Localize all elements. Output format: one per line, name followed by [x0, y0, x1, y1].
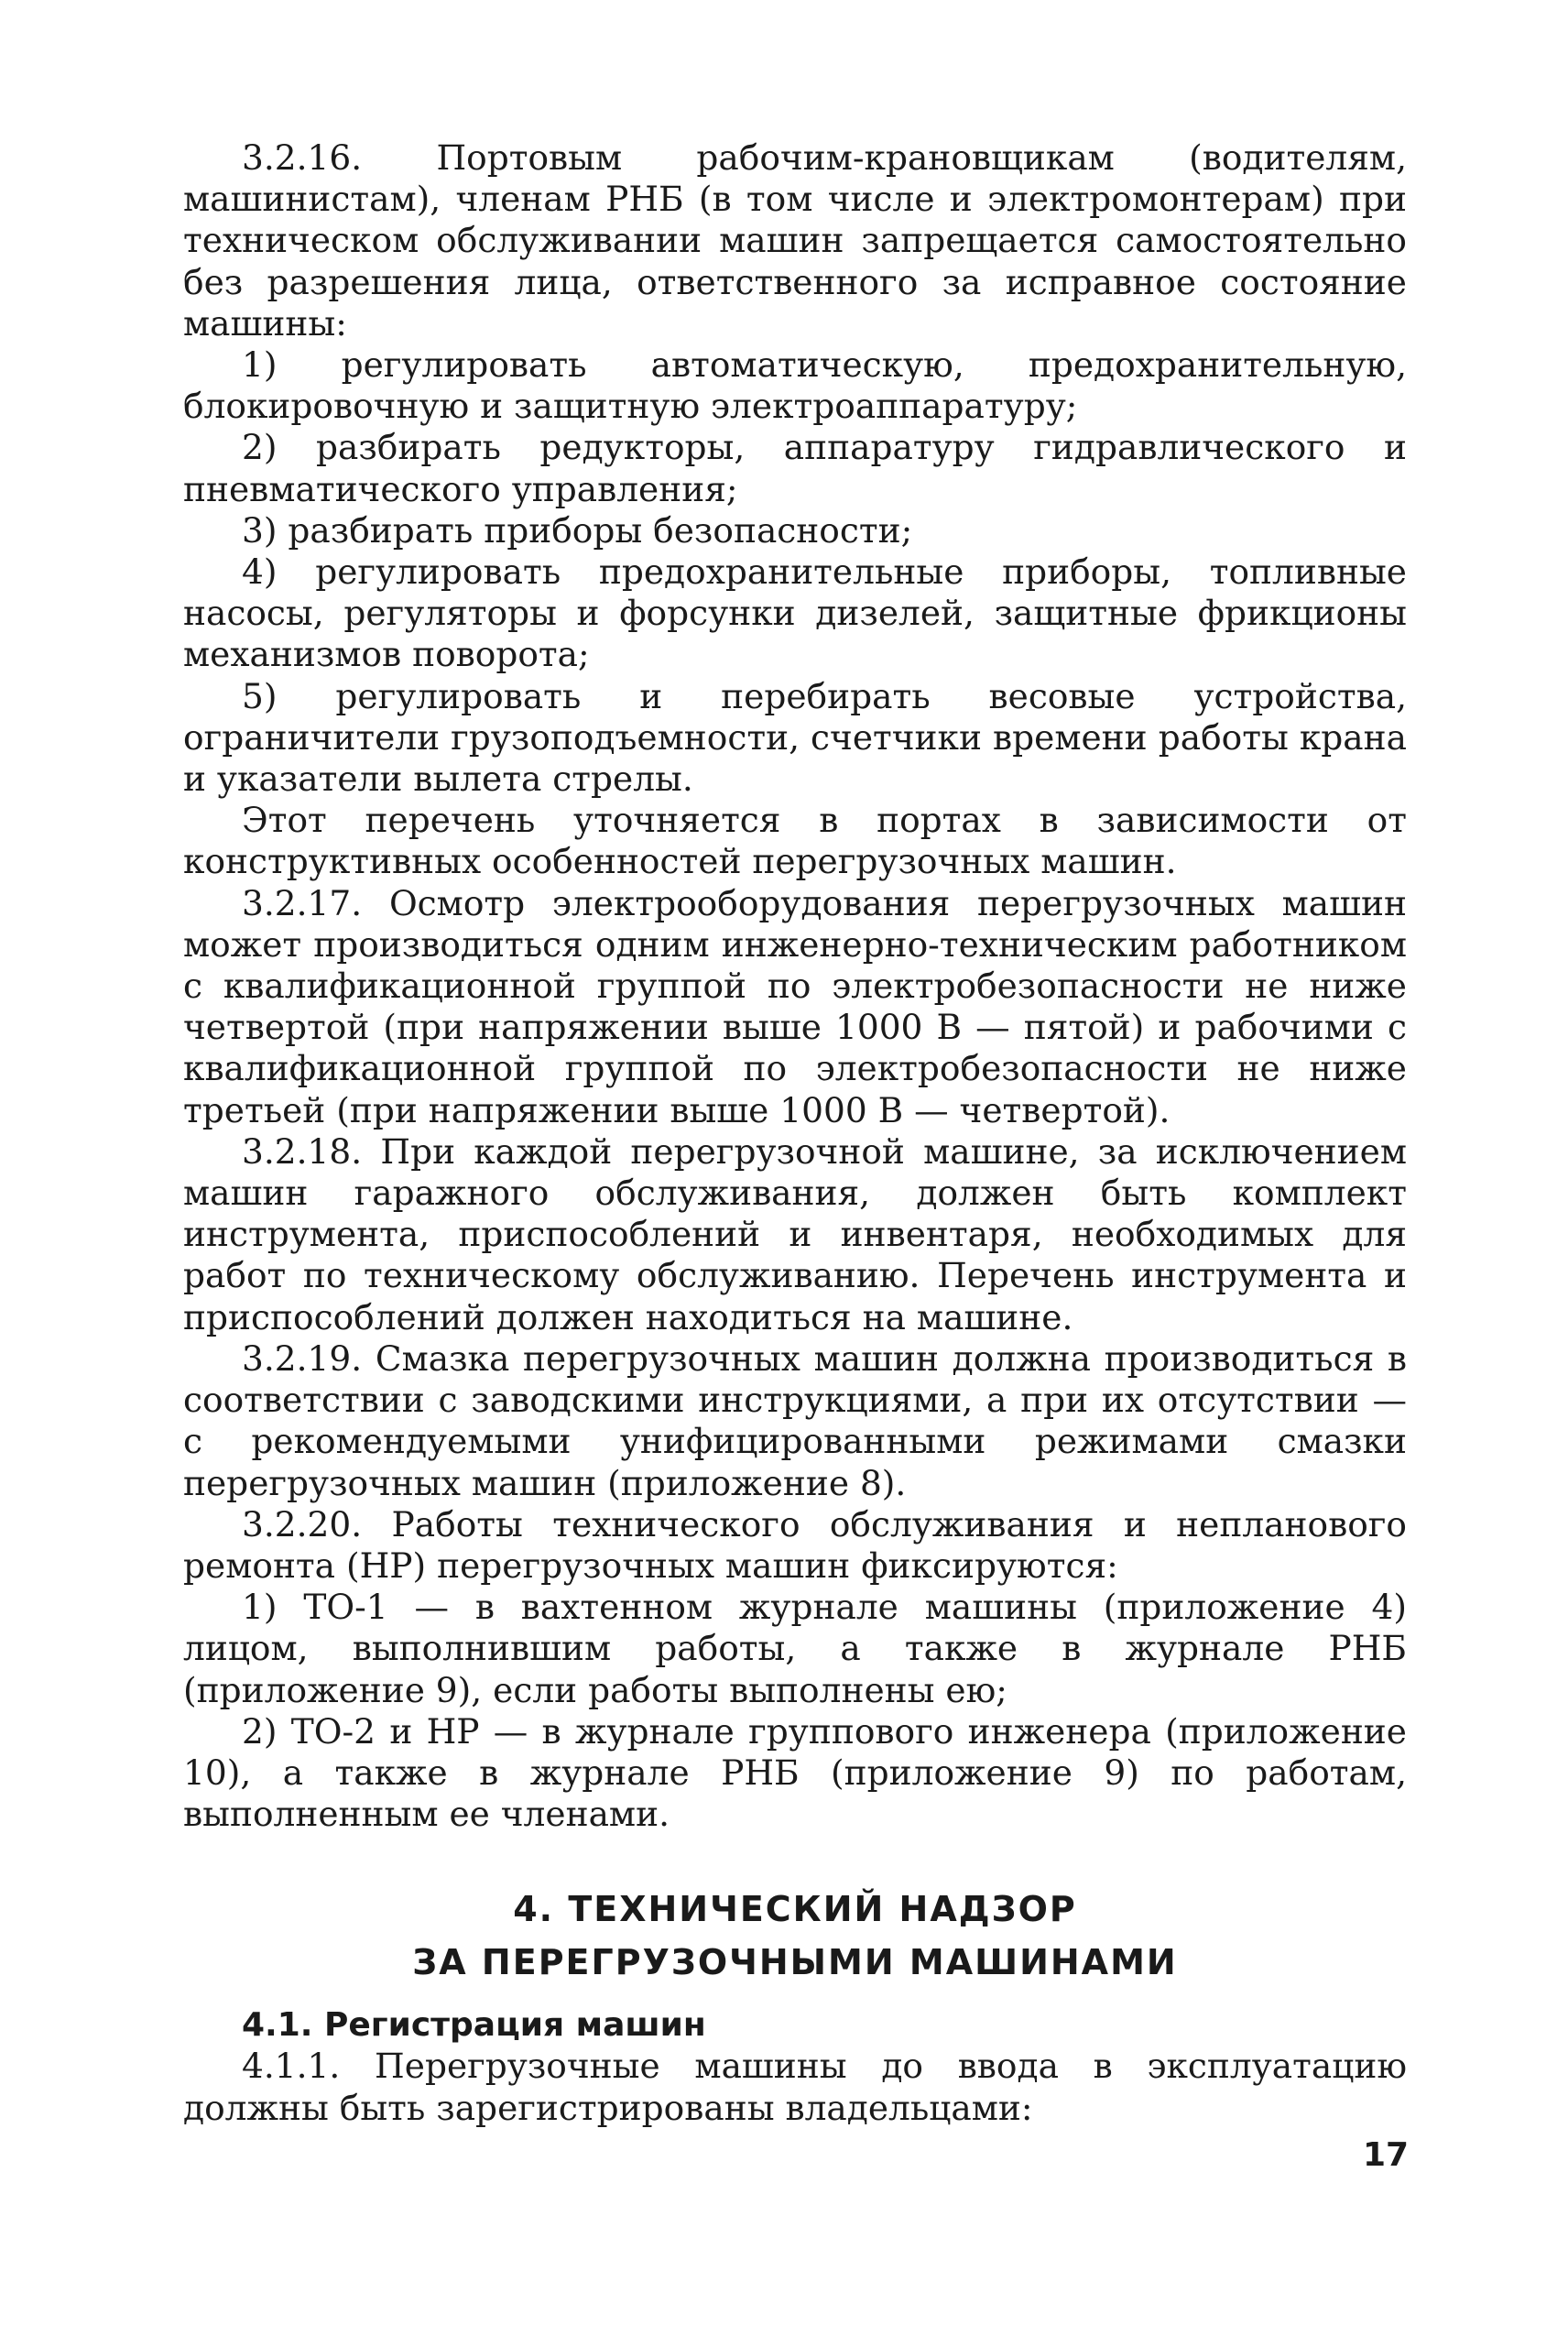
- clause-text: При каждой перегрузочной машине, за исключением машин гаражного обслуживания, должен быть комплект инструмента, приспособлений и инвентаря, необходимых для работ по техническому обслуживанию. Перечень инструмента и приспособлений должен находиться на машине.: [183, 1130, 1407, 1337]
- list-item: 1) регулировать автоматическую, предохранительную, блокировочную и защитную электроаппаратуру;: [183, 344, 1407, 427]
- paragraph-4-1-1: [183, 2046, 1407, 2128]
- section-heading: [183, 1883, 1407, 1989]
- clause-text: Работы технического обслуживания и непланового ремонта (НР) перегрузочных машин фиксируются:: [183, 1503, 1407, 1586]
- list-item: 2) ТО-2 и НР — в журнале группового инженера (приложение 10), а также в журнале РНБ (приложение 9) по работам, выполненным ее членами.: [183, 1710, 1407, 1835]
- paragraph-3-2-16: [183, 137, 1407, 344]
- paragraph-3-2-18: [183, 1131, 1407, 1338]
- clause-number: 3.2.18.: [242, 1130, 363, 1172]
- clause-text: Портовым рабочим-крановщикам (водителям, машинистам), членам РНБ (в том числе и электромонтерам) при техническом обслуживании машин запрещается самостоятельно без разрешения лица, ответственного за исправное состояние машины:: [183, 137, 1407, 344]
- section-heading-line-2: ЗА ПЕРЕГРУЗОЧНЫМИ МАШИНАМИ: [412, 1942, 1178, 1983]
- clause-text: Осмотр электрооборудования перегрузочных машин может производиться одним инженерно-техническим работником с квалификационной группой по электробезопасности не ниже четвертой (при напряжении выше 1000 В — пятой) и рабочими с квалификационной группой по электробезопасности не ниже третьей (при напряжении выше 1000 В — четвертой).: [183, 882, 1408, 1130]
- paragraph-3-2-20: [183, 1504, 1407, 1587]
- clause-text: Смазка перегрузочных машин должна производиться в соответствии с заводскими инструкциями, а при их отсутствии — с рекомендуемыми унифицированными режимами смазки перегрузочных машин (приложение 8).: [183, 1337, 1408, 1503]
- clause-number: 3.2.17.: [242, 882, 363, 923]
- subsection-heading: 4.1. Регистрация машин: [242, 2006, 706, 2045]
- document-page: [183, 137, 1407, 2129]
- clause-number: 3.2.20.: [242, 1503, 363, 1545]
- paragraph-3-2-19: [183, 1338, 1407, 1504]
- list-item: 3) разбирать приборы безопасности;: [242, 509, 913, 551]
- clause-number: 3.2.19.: [242, 1337, 363, 1379]
- clause-number: 3.2.16.: [242, 137, 363, 178]
- page-number: 17: [1363, 2136, 1410, 2174]
- paragraph-note: Этот перечень уточняется в портах в зависимости от конструктивных особенностей перегрузочных машин.: [183, 800, 1407, 882]
- paragraph-3-2-17: [183, 883, 1407, 1131]
- list-item: 5) регулировать и перебирать весовые устройства, ограничители грузоподъемности, счетчики времени работы крана и указатели вылета стрелы.: [183, 675, 1407, 800]
- clause-number: 4.1.1.: [242, 2046, 341, 2087]
- list-item: 2) разбирать редукторы, аппаратуру гидравлического и пневматического управления;: [183, 427, 1407, 509]
- list-item: 4) регулировать предохранительные приборы, топливные насосы, регуляторы и форсунки дизелей, защитные фрикционы механизмов поворота;: [183, 551, 1407, 675]
- section-heading-line-1: 4. ТЕХНИЧЕСКИЙ НАДЗОР: [513, 1889, 1077, 1930]
- list-item: 1) ТО-1 — в вахтенном журнале машины (приложение 4) лицом, выполнившим работы, а также в журнале РНБ (приложение 9), если работы выполнены ею;: [183, 1587, 1407, 1710]
- clause-text: Перегрузочные машины до ввода в эксплуатацию должны быть зарегистрированы владельцами:: [183, 2046, 1407, 2128]
